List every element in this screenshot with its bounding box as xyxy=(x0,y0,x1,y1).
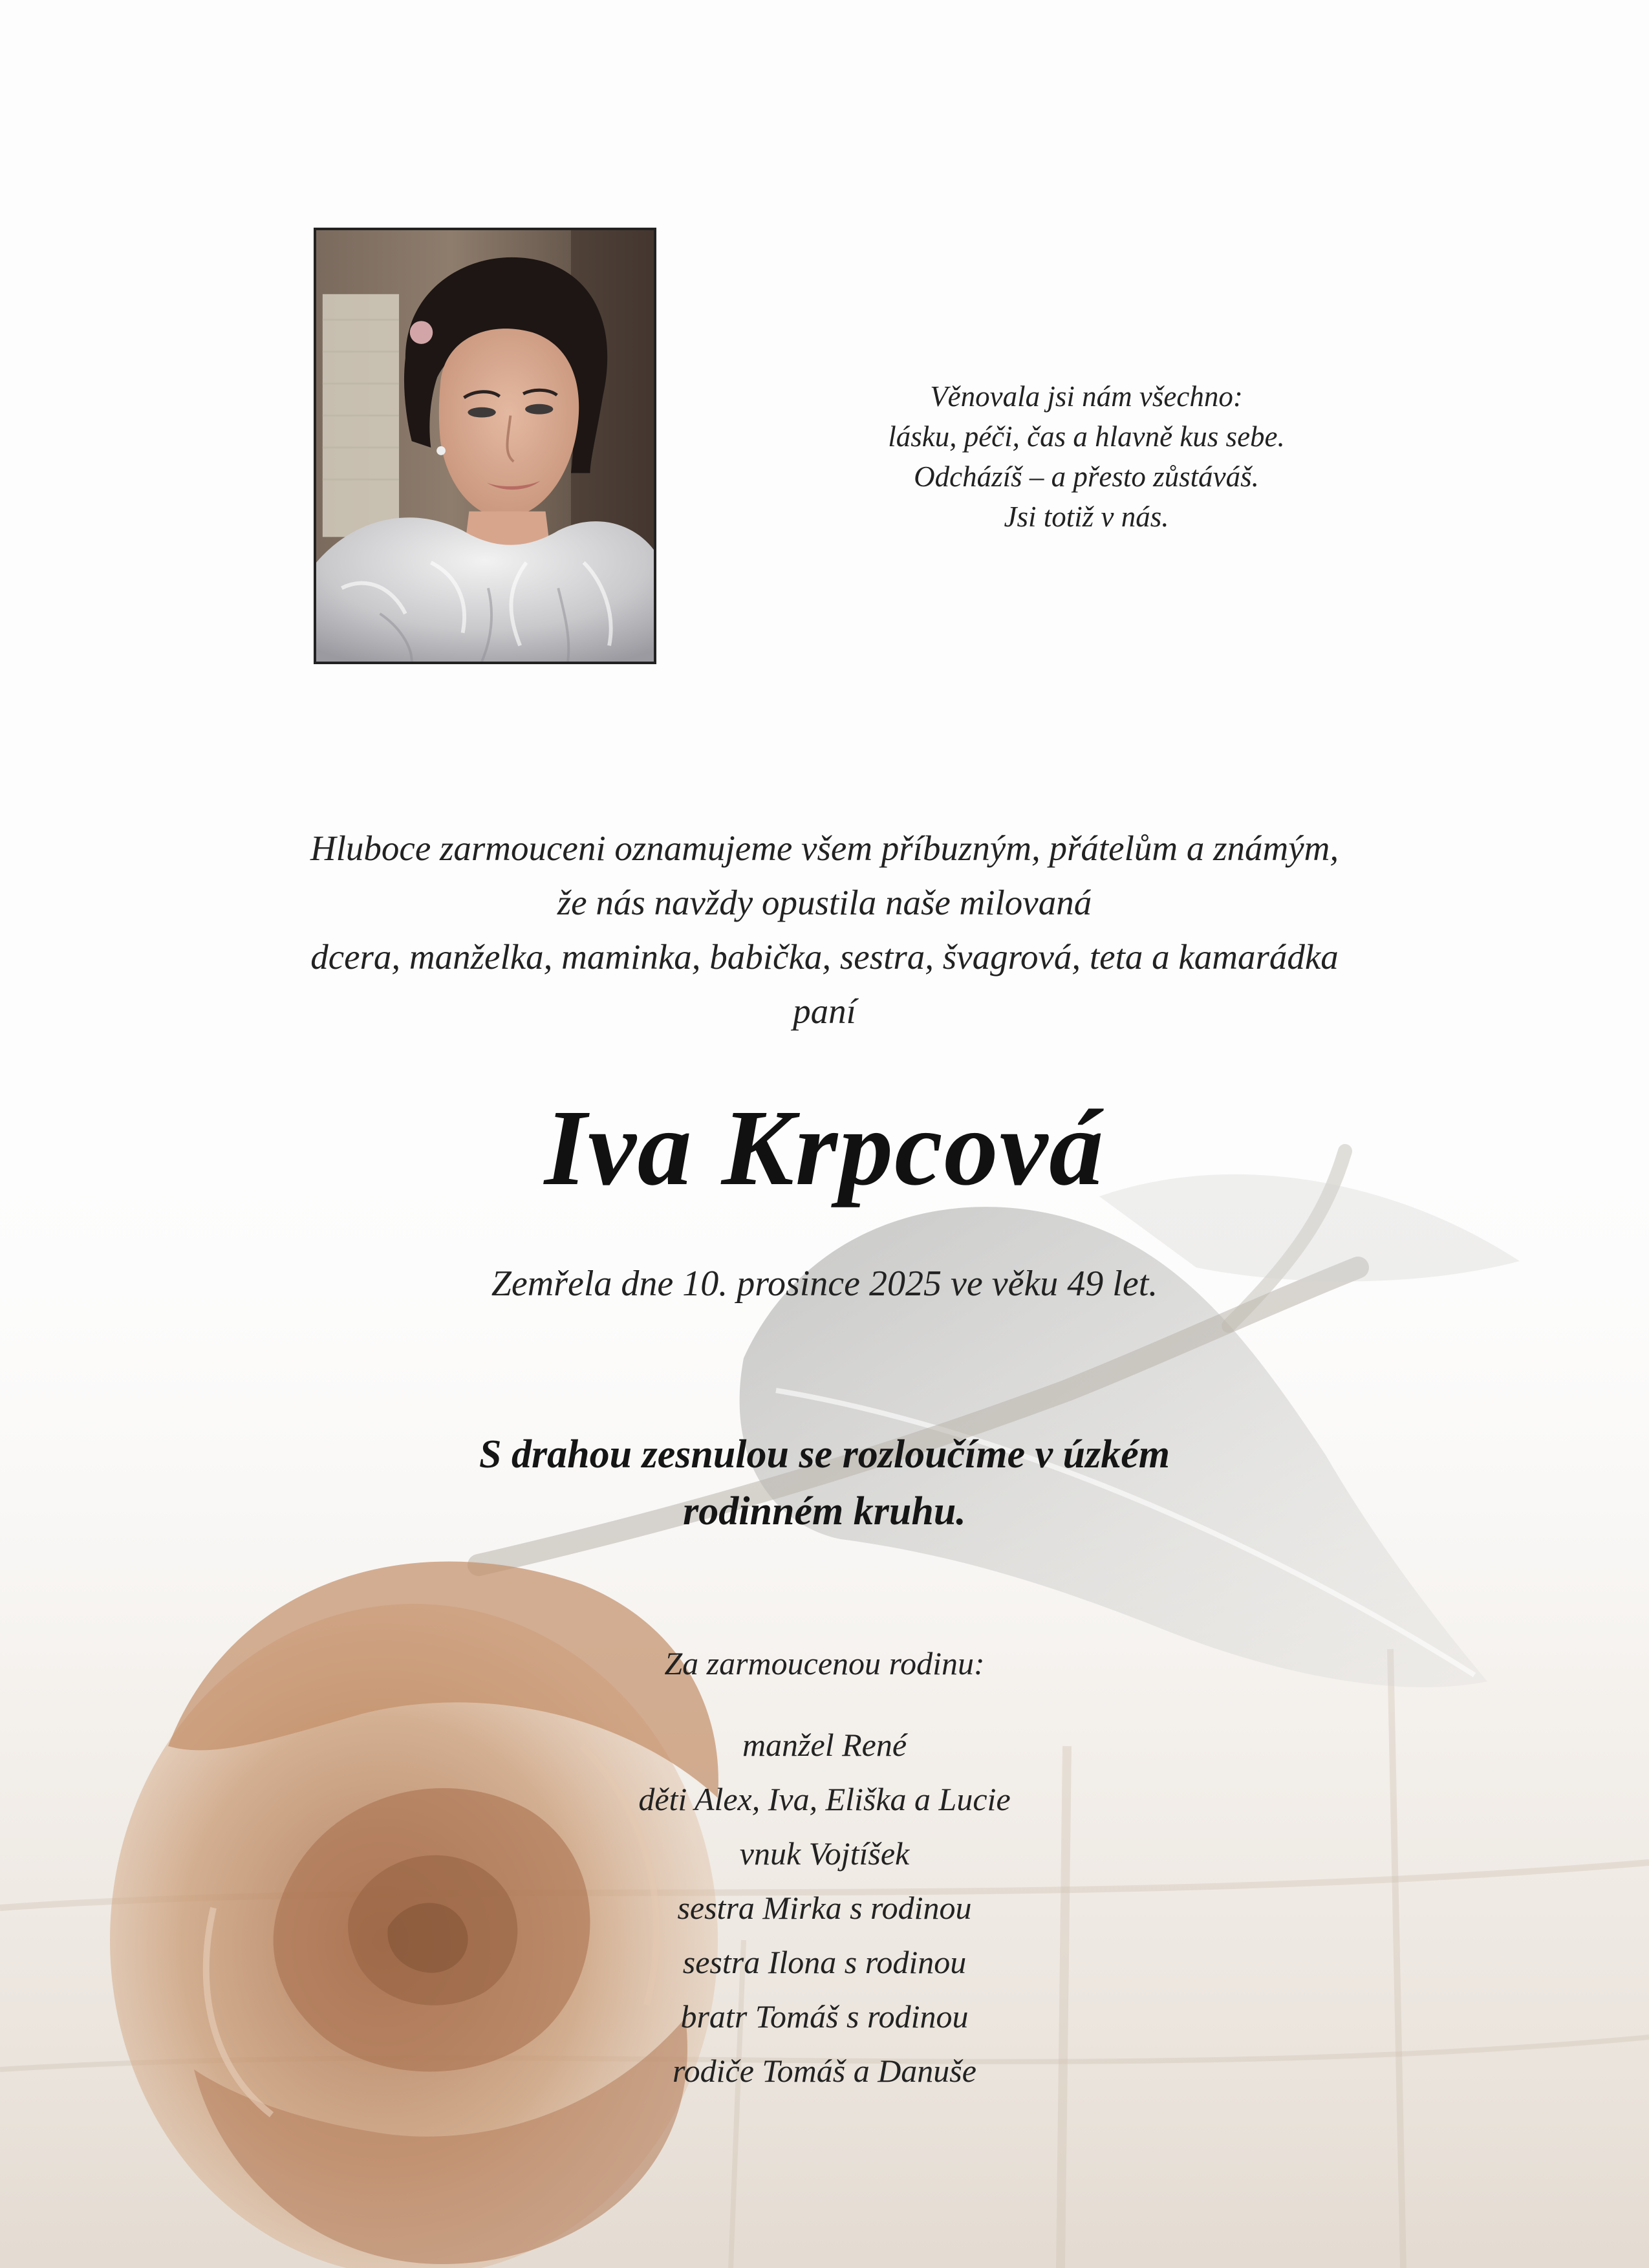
announcement-line: Hluboce zarmouceni oznamujeme všem příbuzným, přátelům a známým, xyxy=(310,828,1339,868)
announcement-line: paní xyxy=(793,991,856,1031)
poem-line: Věnovala jsi nám všechno: xyxy=(930,380,1243,413)
family-member: rodiče Tomáš a Danuše xyxy=(673,2053,976,2089)
family-member: sestra Mirka s rodinou xyxy=(677,1890,972,1926)
memorial-poem xyxy=(763,376,1410,537)
farewell-notice xyxy=(178,1426,1471,1540)
farewell-line: S drahou zesnulou se rozloučíme v úzkém xyxy=(479,1432,1170,1476)
family-member: bratr Tomáš s rodinou xyxy=(680,1998,969,2035)
family-member: manžel René xyxy=(742,1727,907,1763)
portrait-photo-icon xyxy=(316,230,654,662)
poem-line: Odcházíš – a přesto zůstáváš. xyxy=(914,460,1259,493)
poem-line: Jsi totiž v nás. xyxy=(1004,501,1169,533)
death-announcement xyxy=(178,821,1471,1039)
family-member: vnuk Vojtíšek xyxy=(739,1835,910,1872)
family-heading: Za zarmoucenou rodinu: xyxy=(664,1645,985,1681)
death-date-and-age: Zemřela dne 10. prosince 2025 ve věku 49 let. xyxy=(491,1264,1158,1304)
portrait-photo xyxy=(314,228,656,664)
mourning-family xyxy=(501,1636,1148,2098)
farewell-line: rodinném kruhu. xyxy=(683,1489,966,1533)
family-member: sestra Ilona s rodinou xyxy=(682,1944,967,1980)
poem-line: lásku, péči, čas a hlavně kus sebe. xyxy=(888,420,1285,453)
announcement-line: dcera, manželka, maminka, babička, sestra, švagrová, teta a kamarádka xyxy=(310,937,1339,977)
deceased-name: Iva Krpcová xyxy=(544,1088,1105,1208)
announcement-line: že nás navždy opustila naše milovaná xyxy=(557,883,1092,922)
family-member: děti Alex, Iva, Eliška a Lucie xyxy=(638,1781,1011,1817)
